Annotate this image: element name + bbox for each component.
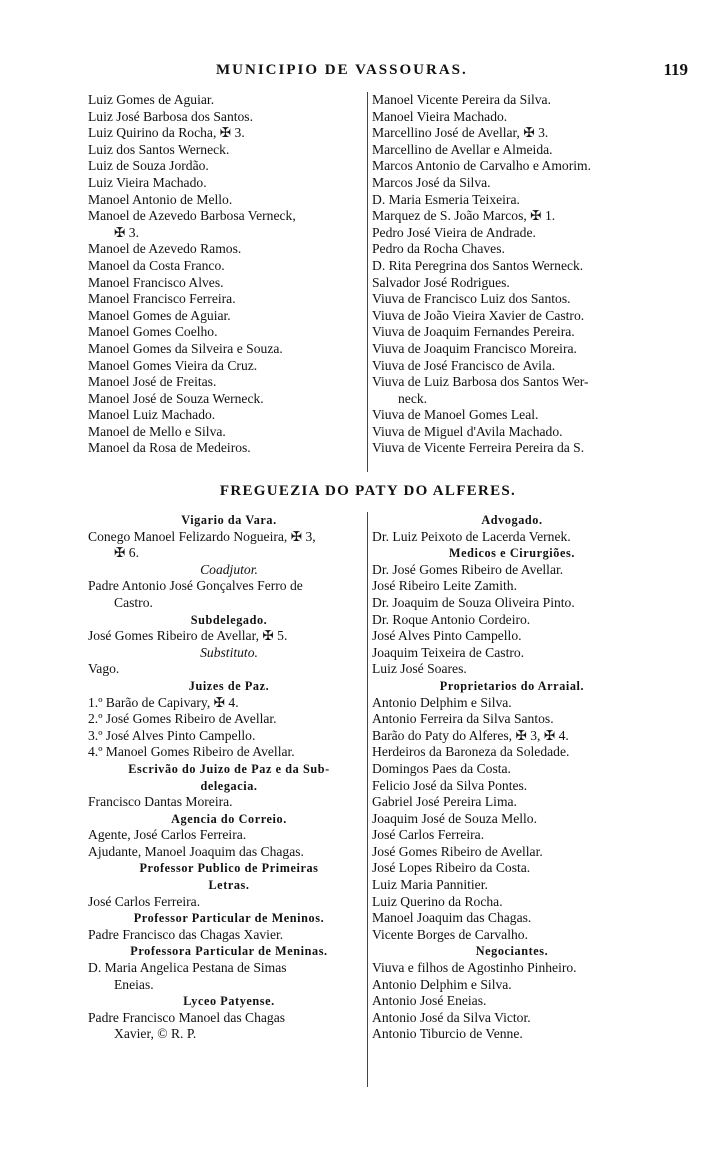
list-item: Manoel Vieira Machado.: [372, 108, 508, 124]
list-item: José Ribeiro Leite Zamith.: [372, 578, 517, 594]
parish-directory: [88, 512, 648, 1087]
list-item: Manoel Antonio de Mello.: [88, 191, 233, 207]
list-item: Padre Francisco Manoel das Chagas: [88, 1009, 286, 1025]
list-item: Luiz Vieira Machado.: [88, 174, 207, 190]
list-item: Marcellino José de Avellar, ✠ 3.: [372, 125, 549, 141]
list-item: Manoel de Mello e Silva.: [88, 423, 226, 439]
section-heading-juizes: Juizes de Paz.: [188, 678, 270, 693]
list-item: ✠ 3.: [114, 224, 139, 240]
list-item: Joaquim José de Souza Mello.: [372, 810, 537, 826]
list-item: Viuva de Luiz Barbosa dos Santos Wer-: [372, 374, 589, 390]
list-item: Dr. Luiz Peixoto de Lacerda Vernek.: [372, 528, 571, 544]
list-item: Manoel Vicente Pereira da Silva.: [372, 92, 551, 107]
list-item: Viuva de Joaquim Francisco Moreira.: [372, 340, 577, 356]
list-item: Agente, José Carlos Ferreira.: [88, 827, 247, 843]
list-item: Luiz Maria Pannitier.: [372, 877, 488, 893]
page-number: 119: [663, 60, 688, 79]
top-right-column: [372, 92, 652, 457]
list-item: Luiz José Barbosa dos Santos.: [88, 108, 253, 124]
list-item: Viuva de Vicente Ferreira Pereira da S.: [372, 440, 585, 456]
list-item: 1.º Barão de Capivary, ✠ 4.: [88, 694, 239, 710]
section-heading-proprietarios: Proprietarios do Arraial.: [439, 678, 585, 693]
list-item: D. Rita Peregrina dos Santos Werneck.: [372, 257, 584, 273]
list-item: Antonio Delphim e Silva.: [372, 976, 512, 992]
list-item: Viuva de Manoel Gomes Leal.: [372, 407, 539, 423]
top-left-column: [88, 92, 370, 457]
list-item: Eneias.: [114, 976, 154, 992]
list-item: Manoel Gomes Vieira da Cruz.: [88, 357, 258, 373]
list-item: Herdeiros da Baroneza da Soledade.: [372, 744, 570, 760]
list-item: José Carlos Ferreira.: [372, 827, 485, 843]
list-item: Luiz de Souza Jordão.: [88, 158, 209, 174]
list-item: Viuva e filhos de Agostinho Pinheiro.: [372, 960, 577, 976]
section-heading-vigario: Vigario da Vara.: [181, 513, 277, 527]
page-header: [88, 60, 688, 84]
section-heading-advogado: Advogado.: [481, 513, 543, 527]
list-item: Vicente Borges de Carvalho.: [372, 926, 528, 942]
list-item: Salvador José Rodrigues.: [372, 274, 510, 290]
list-item: neck.: [398, 390, 428, 406]
list-item: Dr. Joaquim de Souza Oliveira Pinto.: [372, 594, 575, 610]
list-item: Pedro José Vieira de Andrade.: [372, 224, 536, 240]
list-item: 4.º Manoel Gomes Ribeiro de Avellar.: [88, 744, 295, 760]
section-heading-professor-publico: Professor Publico de Primeiras: [139, 861, 319, 876]
list-item: Padre Antonio José Gonçalves Ferro de: [88, 578, 303, 594]
parish-right-column: [372, 512, 652, 1043]
list-item: Luiz dos Santos Werneck.: [88, 141, 230, 157]
list-item: Viuva de Francisco Luiz dos Santos.: [372, 291, 571, 307]
column-divider: [367, 512, 368, 1087]
list-item: Manoel José de Freitas.: [88, 374, 217, 390]
list-item: José Lopes Ribeiro da Costa.: [372, 860, 531, 876]
list-item: Manoel de Azevedo Barbosa Verneck,: [88, 208, 296, 224]
section-heading-coadjutor: Coadjutor.: [200, 561, 258, 577]
list-item: Xavier, © R. P.: [114, 1026, 197, 1042]
section-heading-lyceo: Lyceo Patyense.: [183, 994, 275, 1009]
list-item: Manoel Gomes da Silveira e Souza.: [88, 340, 283, 356]
list-item: Viuva de Miguel d'Avila Machado.: [372, 423, 563, 439]
list-item: Castro.: [114, 594, 153, 610]
list-item: Manoel Luiz Machado.: [88, 407, 216, 423]
section-heading-subdelegado: Subdelegado.: [190, 612, 268, 627]
section-heading-medicos: Medicos e Cirurgiões.: [449, 546, 575, 561]
list-item: Luiz José Soares.: [372, 661, 467, 677]
list-item: José Alves Pinto Campello.: [372, 628, 522, 644]
section-heading-professor-publico-cont: Letras.: [208, 878, 250, 893]
list-item: Luiz Gomes de Aguiar.: [88, 92, 215, 107]
list-item: Manoel Joaquim das Chagas.: [372, 910, 532, 926]
section-heading-escrivao: Escrivão do Juizo de Paz e da Sub-: [128, 761, 330, 776]
running-title: MUNICIPIO DE VASSOURAS.: [216, 62, 468, 78]
parish-left-column: [88, 512, 370, 1043]
list-item: Vago.: [88, 661, 120, 677]
list-item: Dr. José Gomes Ribeiro de Avellar.: [372, 561, 564, 577]
list-item: Ajudante, Manoel Joaquim das Chagas.: [88, 843, 304, 859]
list-item: Joaquim Teixeira de Castro.: [372, 644, 525, 660]
list-item: Luiz Quirino da Rocha, ✠ 3.: [88, 125, 245, 141]
section-heading-correio: Agencia do Correio.: [171, 811, 287, 826]
list-item: José Gomes Ribeiro de Avellar, ✠ 5.: [88, 628, 288, 644]
list-item: Manoel Gomes Coelho.: [88, 324, 218, 340]
list-item: Antonio José da Silva Victor.: [372, 1009, 531, 1025]
list-item: Francisco Dantas Moreira.: [88, 794, 233, 810]
list-item: Manoel Gomes de Aguiar.: [88, 307, 231, 323]
list-item: Antonio Ferreira da Silva Santos.: [372, 711, 554, 727]
list-item: Antonio Tiburcio de Venne.: [372, 1026, 523, 1042]
list-item: 2.º José Gomes Ribeiro de Avellar.: [88, 711, 277, 727]
list-item: Viuva de Joaquim Fernandes Pereira.: [372, 324, 575, 340]
list-item: Antonio Delphim e Silva.: [372, 694, 512, 710]
list-item: Marcos José da Silva.: [372, 174, 491, 190]
list-item: Antonio José Eneias.: [372, 993, 487, 1009]
list-item: Manoel Francisco Alves.: [88, 274, 224, 290]
list-item: Pedro da Rocha Chaves.: [372, 241, 505, 257]
list-item: Manoel José de Souza Werneck.: [88, 390, 264, 406]
section-heading-substituto: Substituto.: [200, 644, 258, 660]
section-heading-professora-meninas: Professora Particular de Meninas.: [130, 944, 328, 959]
list-item: Viuva de João Vieira Xavier de Castro.: [372, 307, 585, 323]
section-heading-professor-meninos: Professor Particular de Meninos.: [133, 911, 325, 926]
list-item: Manoel da Costa Franco.: [88, 257, 225, 273]
list-item: Marquez de S. João Marcos, ✠ 1.: [372, 208, 556, 224]
list-item: José Carlos Ferreira.: [88, 893, 201, 909]
list-item: Padre Francisco das Chagas Xavier.: [88, 926, 284, 942]
list-item: Dr. Roque Antonio Cordeiro.: [372, 611, 531, 627]
top-directory: [88, 92, 648, 476]
list-item: Manoel da Rosa de Medeiros.: [88, 440, 251, 456]
list-item: Conego Manoel Felizardo Nogueira, ✠ 3,: [88, 528, 316, 544]
list-item: Manoel Francisco Ferreira.: [88, 291, 236, 307]
list-item: Felicio José da Silva Pontes.: [372, 777, 528, 793]
list-item: Gabriel José Pereira Lima.: [372, 794, 517, 810]
list-item: Viuva de José Francisco de Avila.: [372, 357, 556, 373]
list-item: Luiz Querino da Rocha.: [372, 893, 503, 909]
list-item: Domingos Paes da Costa.: [372, 760, 511, 776]
parish-title: FREGUEZIA DO PATY DO ALFERES.: [219, 483, 517, 499]
list-item: Marcos Antonio de Carvalho e Amorim.: [372, 158, 591, 174]
list-item: Manoel de Azevedo Ramos.: [88, 241, 242, 257]
list-item: Barão do Paty do Alferes, ✠ 3, ✠ 4.: [372, 727, 569, 743]
section-heading-escrivao-cont: delegacia.: [200, 778, 258, 793]
section-heading-negociantes: Negociantes.: [475, 944, 549, 959]
list-item: ✠ 6.: [114, 545, 139, 561]
list-item: José Gomes Ribeiro de Avellar.: [372, 843, 543, 859]
list-item: D. Maria Esmeria Teixeira.: [372, 191, 520, 207]
list-item: D. Maria Angelica Pestana de Simas: [88, 960, 287, 976]
column-divider: [367, 92, 368, 472]
list-item: 3.º José Alves Pinto Campello.: [88, 727, 256, 743]
list-item: Marcellino de Avellar e Almeida.: [372, 141, 553, 157]
